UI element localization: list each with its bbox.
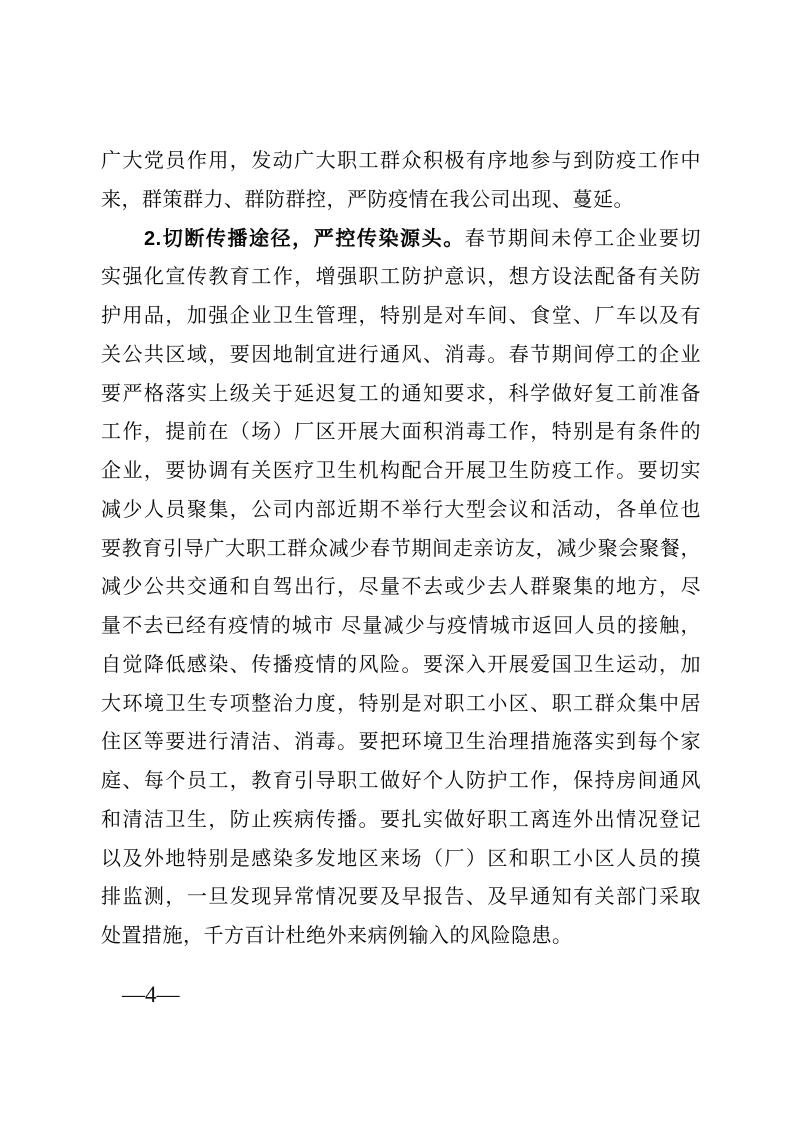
body-line: 排监测，一旦发现异常情况要及早报告、及早通知有关部门采取 [101,886,701,909]
body-line-section-heading [101,220,701,259]
section-heading-rest: 春节期间未停工企业要切 [464,227,701,250]
body-line: 以及外地特别是感染多发地区来场（厂）区和职工小区人员的摸 [101,847,701,870]
body-line: 减少公共交通和自驾出行，尽量不去或少去人群聚集的地方，尽 [101,576,701,599]
body-line: 企业，要协调有关医疗卫生机构配合开展卫生防疫工作。要切实 [101,460,701,482]
body-line: 工作，提前在（场）厂区开展大面积消毒工作，特别是有条件的 [101,421,701,444]
body-line: 大环境卫生专项整治力度，特别是对职工小区、职工群众集中居 [101,692,701,715]
section-heading-bold: 2.切断传播途径，严控传染源头。 [144,227,465,250]
body-line: 广大党员作用，发动广大职工群众积极有序地参与到防疫工作中 [101,150,701,172]
body-line: 来，群策群力、群防群控，严防疫情在我公司出现、蔓延。 [101,188,634,211]
body-line: 住区等要进行清洁、消毒。要把环境卫生治理措施落实到每个家 [101,731,701,754]
page-number: —4— [122,982,180,1007]
body-line: 量不去已经有疫情的城市 尽量减少与疫情城市返回人员的接触， [101,615,701,637]
body-line: 处置措施，千方百计杜绝外来病例输入的风险隐患。 [101,925,573,947]
body-line: 自觉降低感染、传播疫情的风险。要深入开展爱国卫生运动，加 [101,653,701,676]
body-line: 和清洁卫生，防止疾病传播。要扎实做好职工离连外出情况登记 [101,808,701,831]
body-line: 减少人员聚集，公司内部近期不举行大型会议和活动，各单位也 [101,498,701,521]
document-body [101,142,701,956]
body-line: 要教育引导广大职工群众减少春节期间走亲访友，减少聚会聚餐， [101,537,701,560]
body-line: 要严格落实上级关于延迟复工的通知要求，科学做好复工前准备 [101,382,701,405]
body-line: 关公共区域，要因地制宜进行通风、消毒。春节期间停工的企业 [101,343,701,366]
body-line: 护用品，加强企业卫生管理，特别是对车间、食堂、厂车以及有 [101,305,701,327]
body-line: 实强化宣传教育工作，增强职工防护意识，想方设法配备有关防 [101,266,701,289]
body-line: 庭、每个员工，教育引导职工做好个人防护工作，保持房间通风 [101,770,701,792]
